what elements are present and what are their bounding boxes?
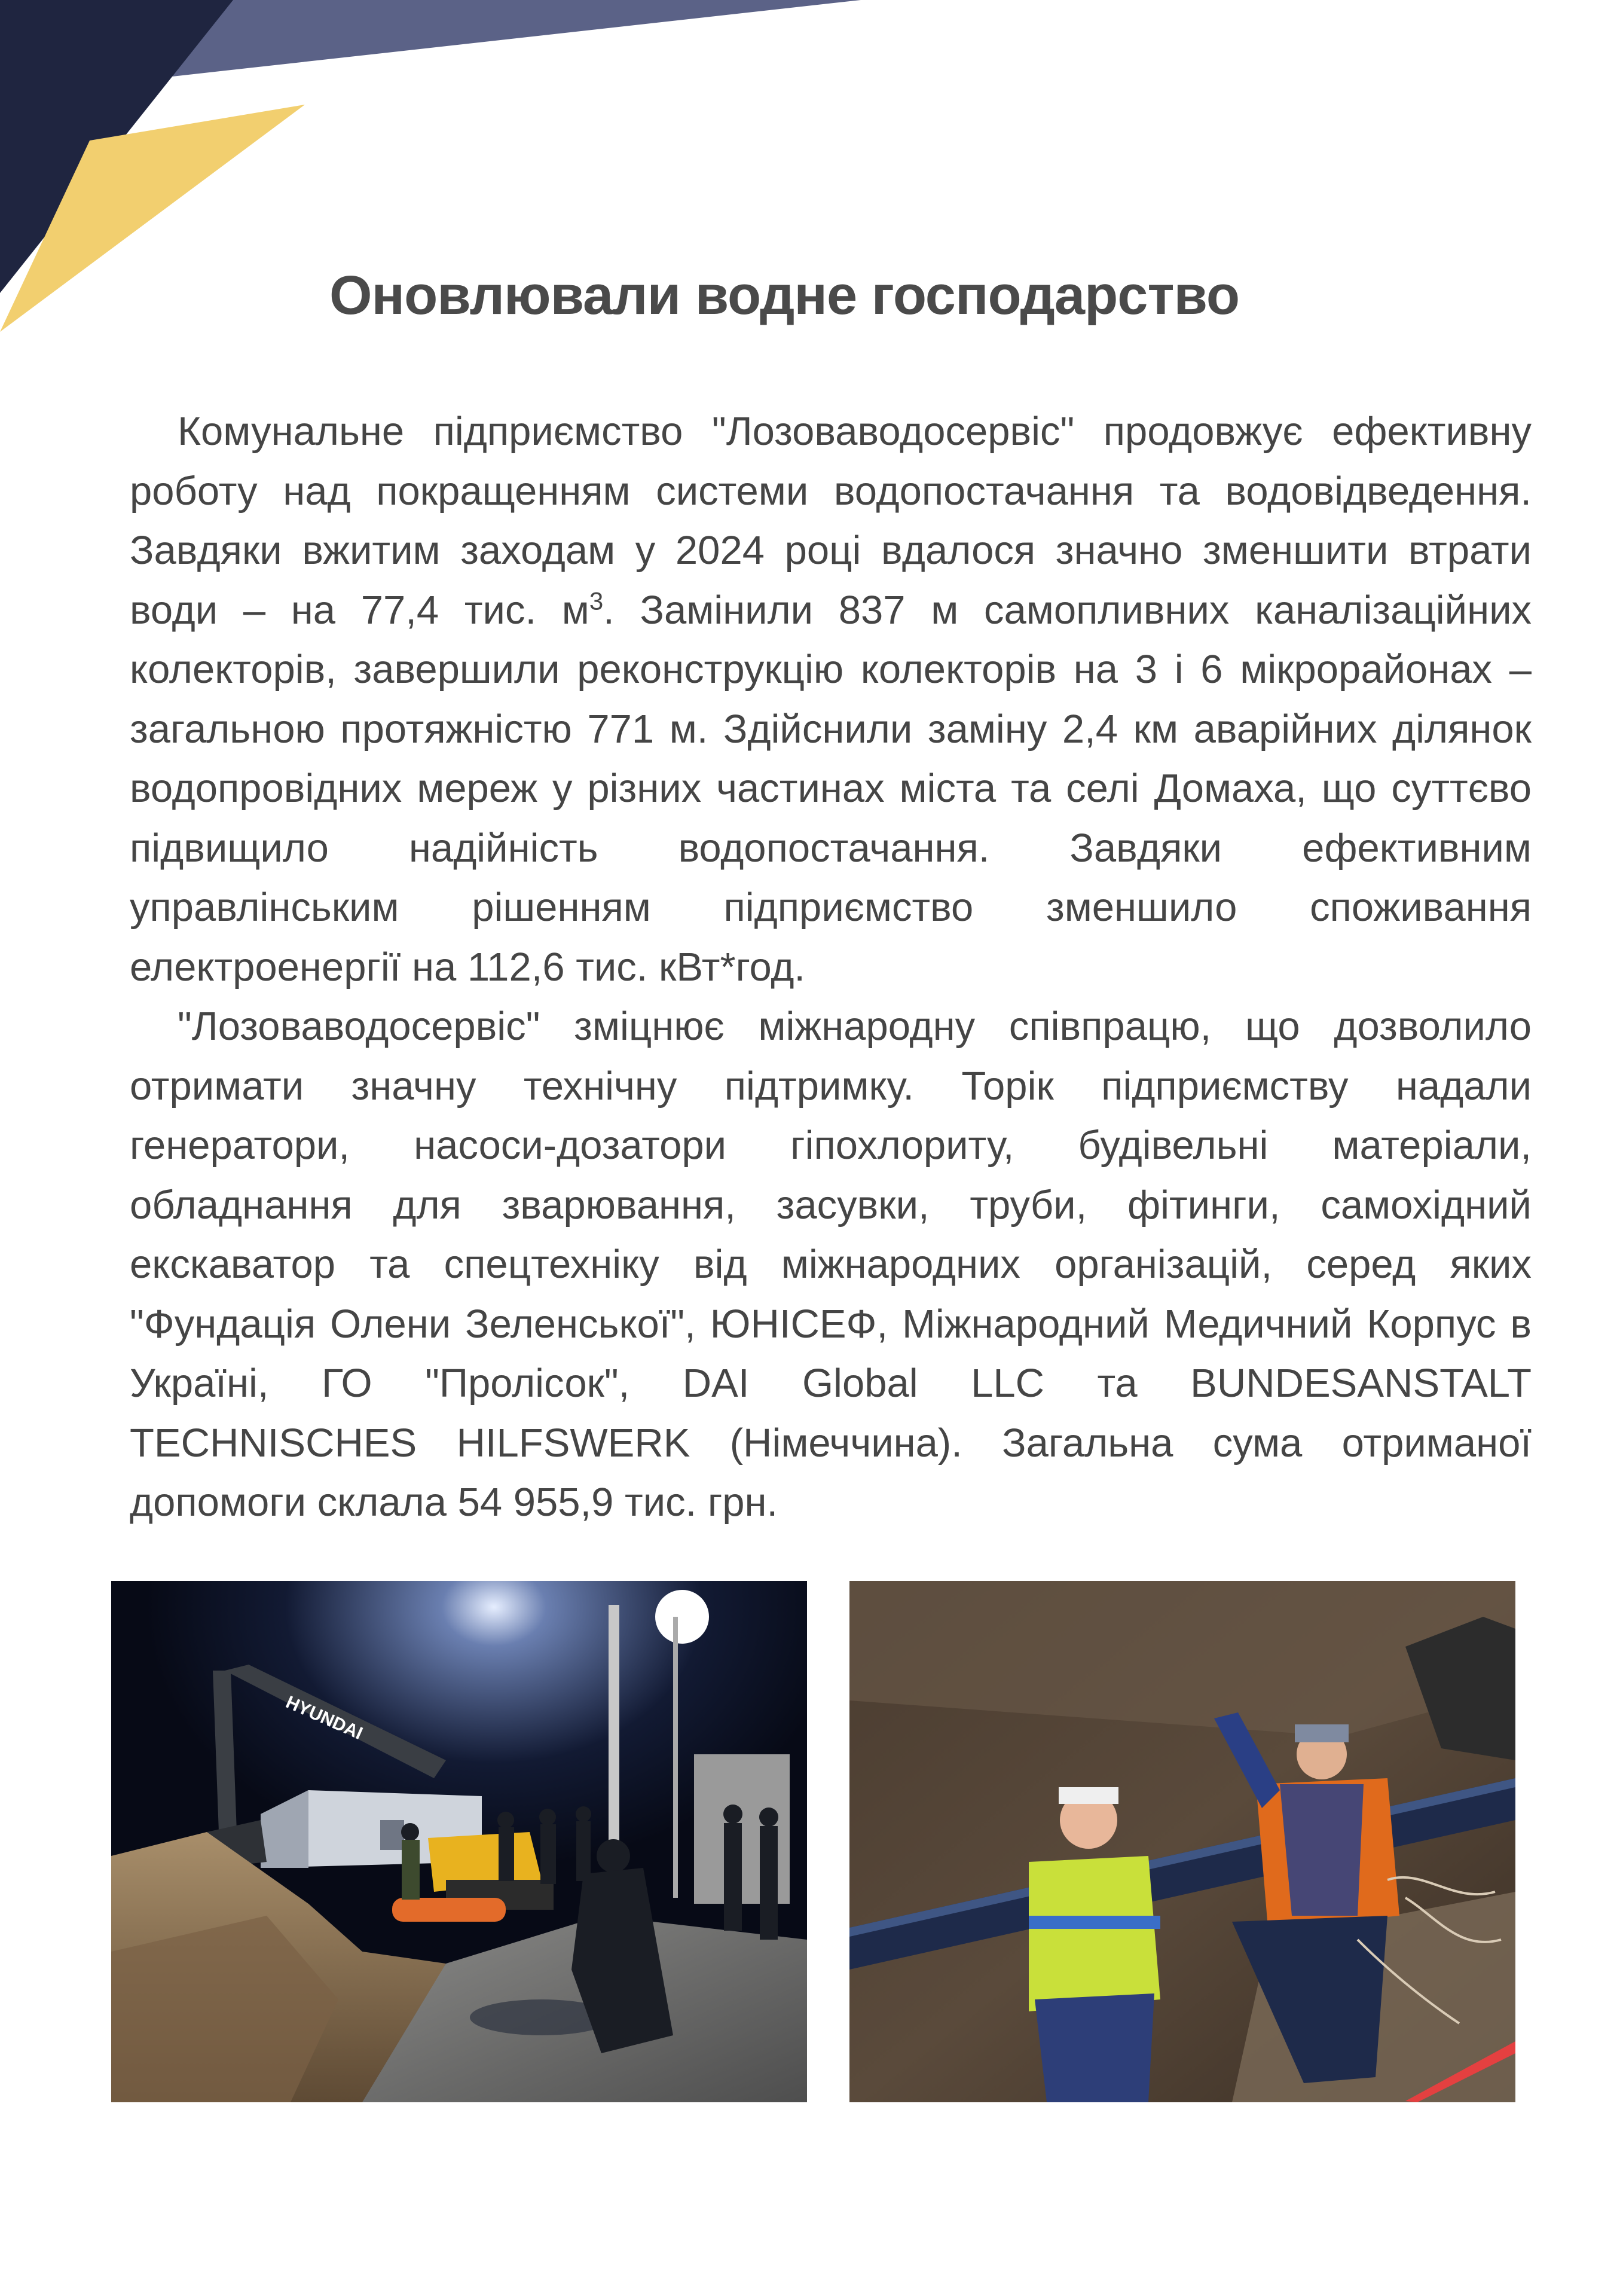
photo-workers-trench (849, 1581, 1515, 2102)
paragraph-1-part-2: . Замінили 837 м самопливних каналізаційних колекторів, завершили реконструкцію колекторів на 3 і 6 мікрорайонах – загальною протяжністю 771 м. Здійснили заміну 2,4 км аварійних ділянок водопровідних мереж у різних частинах міста та селі Домаха, що суттєво підвищило надійність водопостачання. Завдяки ефективним управлінським рішенням підприємство зменшило споживання електроенергії на 112,6 тис. кВт*год. (130, 587, 1532, 990)
paragraph-2: "Лозоваводосервіс" зміцнює міжнародну співпрацю, що дозволило отримати значну технічну підтримку. Торік підприємству надали генератори, насоси-дозатори гіпохлориту, будівельні матеріали, обладнання для зварювання, засувки, труби, фітинги, самохідний екскаватор та спецтехніку від міжнародних організацій, серед яких "Фундація Олени Зеленської", ЮНІСЕФ, Міжнародний Медичний Корпус в Україні, ГО "Пролісок", DAI Global LLC та BUNDESANSTALT TECHNISCHES HILFSWERK (Німеччина). Загальна сума отриманої допомоги склала 54 955,9 тис. грн. (130, 1004, 1532, 1525)
article-body (130, 402, 1532, 1532)
paragraph-1-superscript: 3 (589, 587, 604, 615)
photo-night-excavation (111, 1581, 807, 2102)
paragraph-1 (130, 402, 1532, 997)
excavator-brand: HYUNDAI (283, 1692, 366, 1744)
page-title: Оновлювали водне господарство (329, 265, 1240, 326)
paragraph-1-part-1: Комунальне підприємство "Лозоваводосервіс" продовжує ефективну роботу над покращенням системи водопостачання та водовідведення. Завдяки вжитим заходам у 2024 році вдалося значно зменшити втрати води – на 77,4 тис. м (130, 409, 1532, 633)
